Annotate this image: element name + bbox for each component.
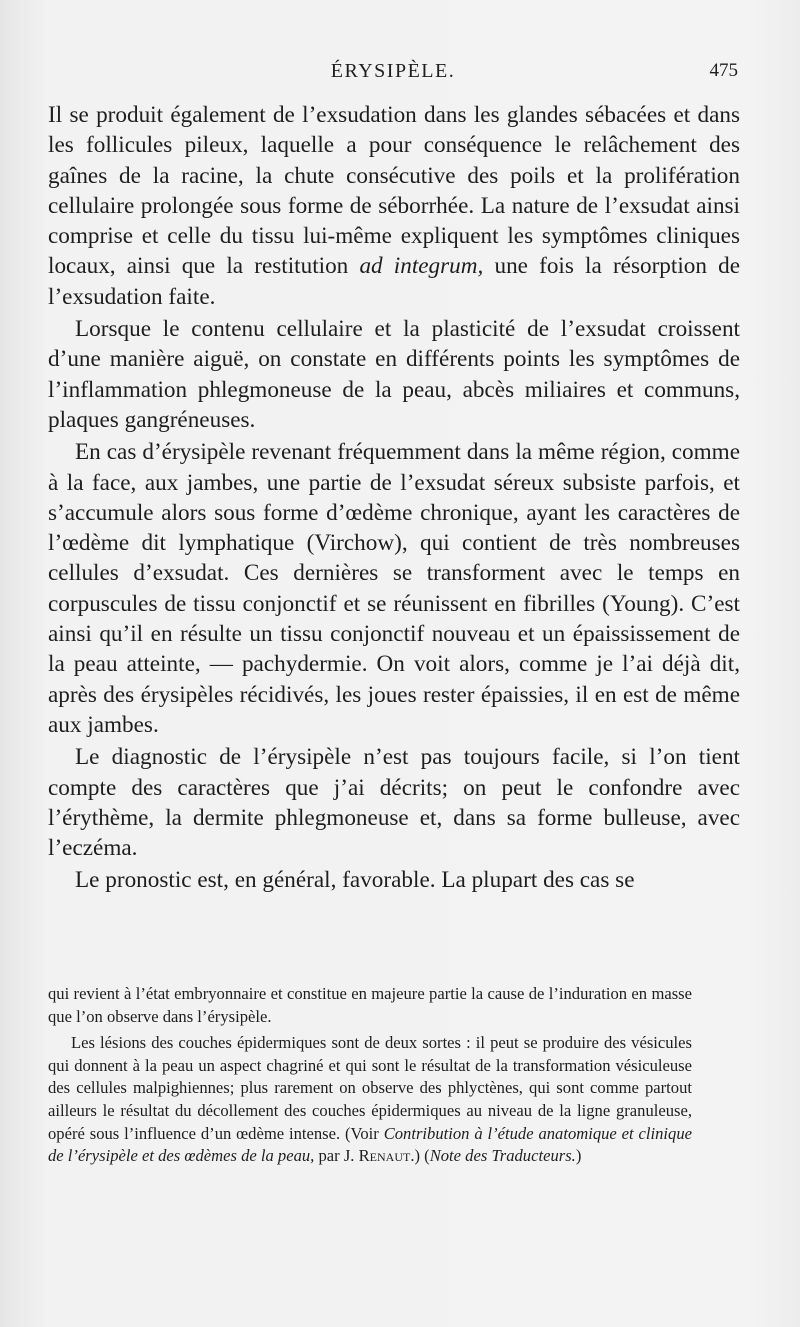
main-text	[48, 100, 740, 896]
paragraph-pronostic: Le pronostic est, en général, favorable. La plupart des cas se	[75, 867, 635, 894]
page-header	[48, 60, 738, 90]
footnote-translators	[48, 1032, 692, 1168]
paragraph-inflammation: Lorsque le contenu cellulaire et la plasticité de l’exsudat croissent d’une manière aiguë, on constate en différents points les symptômes de l’inflammation phlegmoneuse de la peau, abcès miliaires et communs, plaques gangréneuses.	[48, 316, 740, 433]
footnote-text: Les lésions des couches épidermiques sont de deux sortes : il peut se produire des vésicules qui donnent à la peau un aspect chagriné et qui sont le résultat de la transformation vésiculeuse des cellules malpighiennes; plus rarement on observe des phlyctènes, qui sont comme partout ailleurs le résultat du décollement des couches épidermiques au niveau de la ligne granuleuse, opéré sous l’influence d’un œdème intense. (Voir	[48, 1033, 692, 1143]
footnote-text: par	[314, 1146, 344, 1166]
paragraph-text: une fois la résorption de l’exsudation faite.	[48, 253, 740, 310]
paragraph-diagnostic: Le diagnostic de l’érysipèle n’est pas toujours facile, si l’on tient compte des caractères que j’ai décrits; on peut le confondre avec l’érythème, la dermite phlegmoneuse et, dans sa forme bulleuse, avec l’eczéma.	[48, 744, 740, 862]
footnotes	[48, 983, 692, 1168]
page-number: 475	[709, 60, 738, 81]
paragraph-exsudation	[48, 100, 740, 312]
translators-note: Note des Traducteurs.	[429, 1146, 576, 1166]
footnote-continuation: qui revient à l’état embryonnaire et constitue en majeure partie la cause de l’induration en masse que l’on observe dans l’érysipèle.	[48, 984, 692, 1026]
paragraph-text: Il se produit également de l’exsudation dans les glandes sébacées et dans les follicules pileux, laquelle a pour conséquence le relâchement des gaînes de la racine, la chute consécutive des poils et la prolifération cellulaire prolongée sous forme de séborrhée. La nature de l’exsudat ainsi comprise et celle du tissu lui-même expliquent les symptômes cliniques locaux, ainsi que la restitution	[48, 102, 740, 280]
reference-author: J. Renaut.	[343, 1146, 415, 1166]
reference-title: Contribution à l’étude anatomique et clinique de l’érysipèle et des œdèmes de la peau,	[48, 1123, 692, 1166]
footnote-text: )	[575, 1146, 582, 1166]
paragraph-oedeme: En cas d’érysipèle revenant fréquemment dans la même région, comme à la face, aux jambes, une partie de l’exsudat séreux subsiste parfois, et s’accumule alors sous forme d’œdème chronique, ayant les caractères de l’œdème dit lymphatique (Virchow), qui contient de très nombreuses cellules d’exsudat. Ces dernières se transforment avec le temps en corpuscules de tissu conjonctif et se réunissent en fibrilles (Young). C’est ainsi qu’il en résulte un tissu conjonctif nouveau et un épaississement de la peau atteinte, — pachydermie. On voit alors, comme je l’ai déjà dit, après des érysipèles récidivés, les joues rester épaissies, il en est de même aux jambes.	[48, 439, 740, 738]
latin-phrase: ad integrum,	[359, 253, 484, 280]
footnote-text: ) (	[414, 1146, 430, 1166]
running-title: ÉRYSIPÈLE.	[330, 60, 456, 82]
